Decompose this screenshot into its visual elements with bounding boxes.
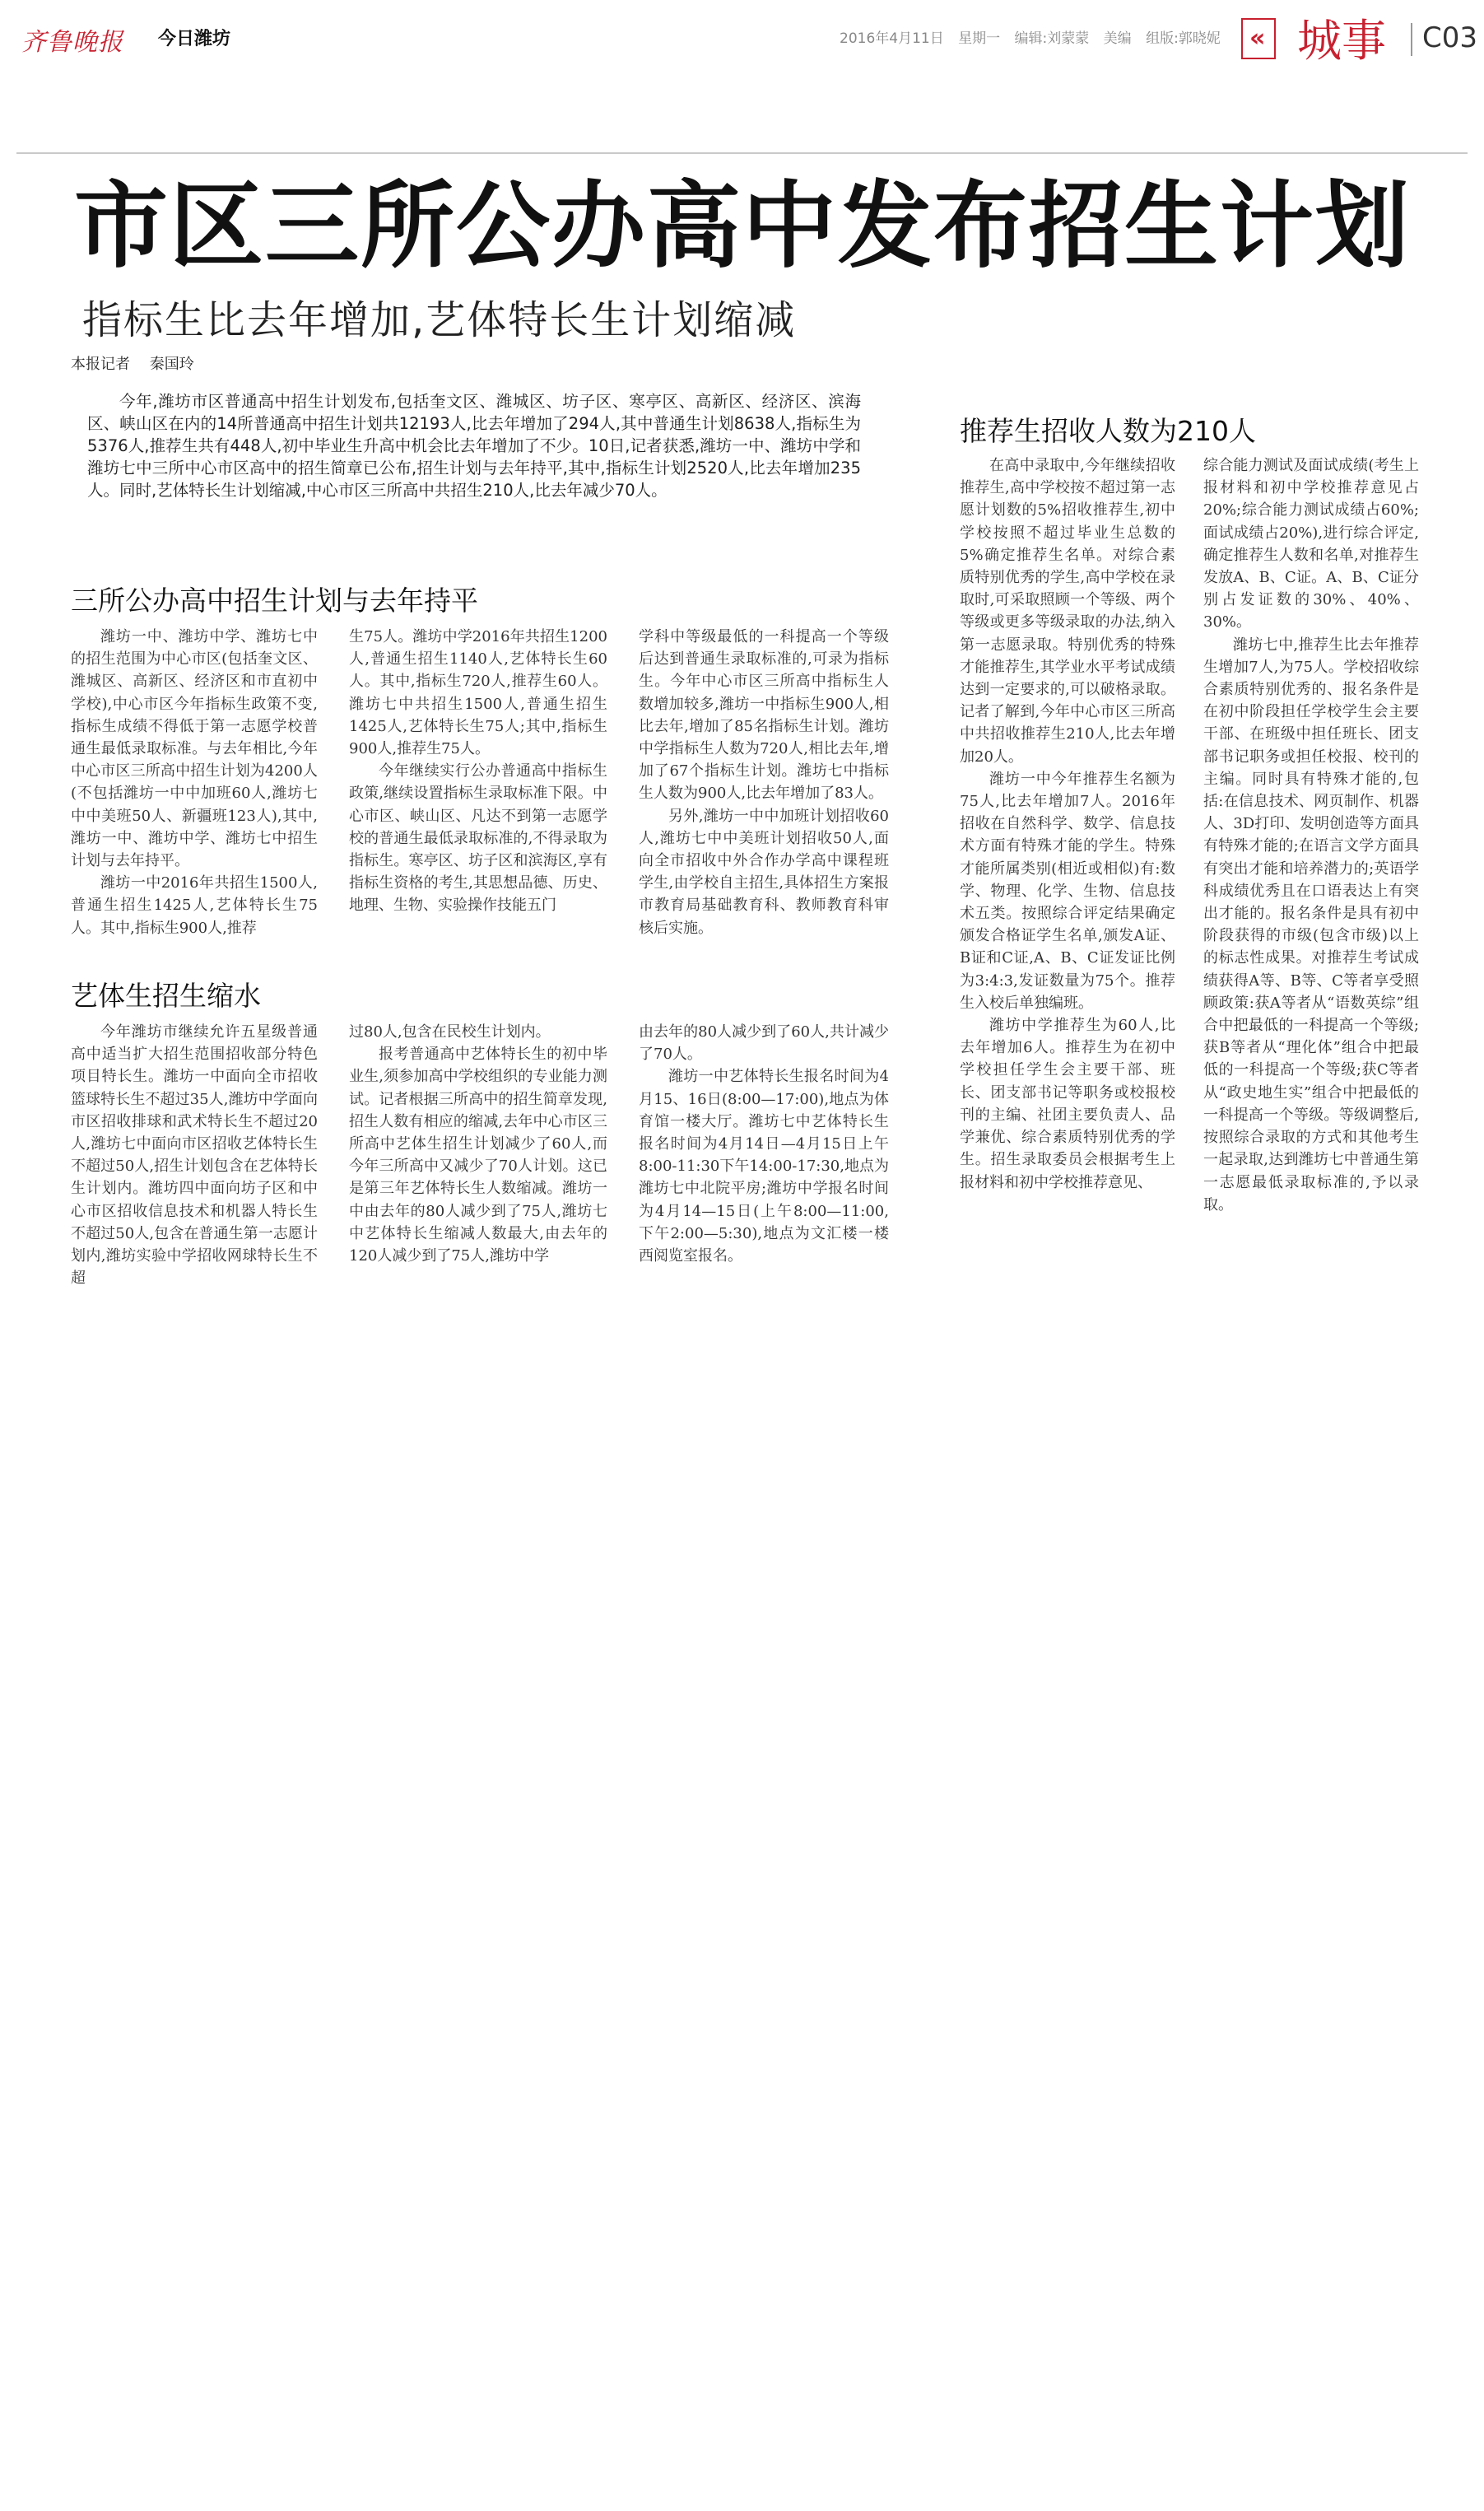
paragraph: 今年潍坊市继续允许五星级普通高中适当扩大招生范围招收部分特色项目特长生。潍坊一中面向全市招收篮球特长生不超过35人,潍坊中学面向市区招收排球和武术特长生不超过20人,潍坊七中面向市区招收艺体特长生不超过50人,招生计划包含在艺体特长生计划内。潍坊四中面向坊子区和中心市区招收信息技术和机器人特长生不超过50人,包含在普通生第一志愿计划内,潍坊实验中学招收网球特长生不超 [71,1023,318,1288]
newspaper-logo: 齐鲁晚报 [21,28,123,57]
paragraph: 过80人,包含在民校生计划内。 [349,1023,551,1041]
section-plan-column-3 [639,626,889,939]
section-heading-recommended: 推荐生招收人数为210人 [960,415,1256,447]
paragraph: 在高中录取中,今年继续招收推荐生,高中学校按不超过第一志愿计划数的5%招收推荐生,初中学校按照不超过毕业生总数的5%确定推荐生名单。对综合素质特别优秀的学生,高中学校在录取时,可采取照顾一个等级、两个等级或更多等级录取的办法,纳入第一志愿录取。特别优秀的特殊才能推荐生,其学业水平考试成绩达到一定要求的,可以破格录取。记者了解到,今年中心市区三所高中共招收推荐生210人,比去年增加20人。 [960,457,1175,766]
paragraph: 潍坊一中2016年共招生1500人,普通生招生1425人,艺体特长生75人。其中,指标生900人,推荐 [71,874,318,937]
section-label: 今日潍坊 [158,29,231,49]
paragraph: 综合能力测试及面试成绩(考生上报材料和初中学校推荐意见占20%;综合能力测试成绩占60%;面试成绩占20%),进行综合评定,确定推荐生人数和名单,对推荐生发放A、B、C证。A、B、C证分别占发证数的30%、40%、30%。 [1203,457,1419,631]
section-arts-column-1 [71,1021,318,1289]
masthead [16,15,1478,72]
chevron-left-icon: « [1241,18,1276,59]
paragraph: 由去年的80人减少到了60人,共计减少了70人。 [639,1023,889,1064]
section-arts-column-3 [639,1021,889,1267]
section-recommended-column-1 [960,454,1175,1194]
section-plan-column-1 [71,626,318,939]
header-rule [16,152,1468,154]
paragraph: 潍坊一中艺体特长生报名时间为4月15、16日(8:00—17:00),地点为体育馆一楼大厅。潍坊七中艺体特长生报名时间为4月14日—4月15日上午8:00-11:30下午14:00-17:30,地点为潍坊七中北院平房;潍坊中学报名时间为4月14—15日(上午8:00—11:00,下午2:00—5:30),地点为文汇楼一楼西阅览室报名。 [639,1068,889,1265]
paragraph: 潍坊一中、潍坊中学、潍坊七中的招生范围为中心市区(包括奎文区、潍城区、高新区、经济区和市直初中学校),中心市区今年指标生政策不变,指标生成绩不得低于第一志愿学校普通生最低录取标准。与去年相比,今年中心市区三所高中招生计划为4200人(不包括潍坊一中中加班60人,潍坊七中中美班50人、新疆班123人),其中,潍坊一中、潍坊中学、潍坊七中招生计划与去年持平。 [71,628,318,870]
editor-credit: 编辑:刘蒙蒙 [1014,30,1090,47]
byline-label: 本报记者 [71,356,130,373]
headline: 市区三所公办高中发布招生计划 [74,171,1412,281]
paragraph: 潍坊七中,推荐生比去年推荐生增加7人,为75人。学校招收综合素质特别优秀的、报名条件是在初中阶段担任学校学生会主要干部、在班级中担任班长、团支部书记职务或担任校报、校刊的主编。同时具有特殊才能的,包括:在信息技术、网页制作、机器人、3D打印、发明创造等方面具有特殊才能的;在语言文学方面具有突出才能和培养潜力的;英语学科成绩优秀且在口语表达上有突出才能的。报名条件是具有初中阶段获得的市级(包含市级)以上的标志性成果。对推荐生考试成绩获得A等、B等、C等者享受照顾政策:获A等者从“语数英综”组合中把最低的一科提高一个等级;获B等者从“理化体”组合中把最低的一科提高一个等级;获C等者从“政史地生实”组合中把最低的一科提高一个等级。等级调整后,按照综合录取的方式和其他考生一起录取,达到潍坊七中普通生第一志愿最低录取标准的,予以录取。 [1203,636,1419,1214]
layout-credit: 组版:郭晓妮 [1146,30,1221,47]
section-recommended-column-2 [1203,454,1419,1216]
lead-paragraph: 今年,潍坊市区普通高中招生计划发布,包括奎文区、潍城区、坊子区、寒亭区、高新区、经济区、滨海区、峡山区在内的14所普通高中招生计划共12193人,比去年增加了294人,其中普通生计划8638人,指标生为5376人,推荐生共有448人,初中毕业生升高中机会比去年增加了不少。10日,记者获悉,潍坊一中、潍坊中学和潍坊七中三所中心市区高中的招生简章已公布,招生计划与去年持平,其中,指标生计划2520人,比去年增加235人。同时,艺体特长生计划缩减,中心市区三所高中共招生210人,比去年减少70人。 [87,392,861,500]
paragraph: 今年继续实行公办普通高中指标生政策,继续设置指标生录取标准下限。中心市区、峡山区、凡达不到第一志愿学校的普通生最低录取标准的,不得录取为指标生。寒亭区、坊子区和滨海区,享有指标生资格的考生,其思想品德、历史、地理、生物、实验操作技能五门 [349,762,607,915]
paragraph: 报考普通高中艺体特长生的初中毕业生,须参加高中学校组织的专业能力测试。记者根据三所高中的招生简章发现,招生人数有相应的缩减,去年中心市区三所高中艺体生招生计划减少了60人,而今年三所高中又减少了70人计划。这已是第三年艺体特长生人数缩减。潍坊一中由去年的80人减少到了75人,潍坊七中艺体特长生缩减人数最大,由去年的120人减少到了75人,潍坊中学 [349,1046,607,1265]
section-arts-column-2 [349,1021,607,1267]
paragraph: 另外,潍坊一中中加班计划招收60人,潍坊七中中美班计划招收50人,面向全市招收中外合作办学高中课程班学生,由学校自主招生,具体招生方案报市教育局基础教育科、教师教育科审核后实施。 [639,807,889,937]
issue-date: 2016年4月11日 [840,30,944,47]
masthead-divider [1411,23,1412,56]
paragraph: 潍坊一中今年推荐生名额为75人,比去年增加7人。2016年招收在自然科学、数学、信息技术方面有特殊才能的学生。特殊才能所属类别(相近或相似)有:数学、物理、化学、生物、信息技术五类。按照综合评定结果确定颁发合格证学生名单,颁发A证、B证和C证,A、B、C证发证比例为3:4:3,发证数量为75个。推荐生入校后单独编班。 [960,770,1175,1012]
page-number: C03 [1422,21,1478,54]
section-heading-plan: 三所公办高中招生计划与去年持平 [71,585,478,617]
section-heading-arts: 艺体生招生缩水 [71,980,261,1012]
byline-name: 秦国玲 [149,356,194,373]
issue-meta [840,26,1230,47]
section-title: 城事 [1297,15,1386,67]
issue-weekday: 星期一 [958,30,1001,47]
section-plan-column-2 [349,626,607,917]
paragraph: 生75人。潍坊中学2016年共招生1200人,普通生招生1140人,艺体特长生60人。其中,指标生720人,推荐生60人。潍坊七中共招生1500人,普通生招生1425人,艺体特长生75人;其中,指标生900人,推荐生75人。 [349,628,607,758]
byline [71,352,209,374]
subheadline: 指标生比去年增加,艺体特长生计划缩减 [82,297,797,343]
paragraph: 潍坊中学推荐生为60人,比去年增加6人。推荐生为在初中学校担任学生会主要干部、班长、团支部书记等职务或校报校刊的主编、社团主要负责人、品学兼优、综合素质特别优秀的学生。招生录取委员会根据考生上报材料和初中学校推荐意见、 [960,1017,1175,1191]
paragraph: 学科中等级最低的一科提高一个等级后达到普通生录取标准的,可录为指标生。今年中心市区三所高中指标生人数增加较多,潍坊一中指标生900人,相比去年,增加了85名指标生计划。潍坊中学指标生人数为720人,相比去年,增加了67个指标生计划。潍坊七中指标生人数为900人,比去年增加了83人。 [639,628,889,803]
designer-credit: 美编 [1103,30,1132,47]
